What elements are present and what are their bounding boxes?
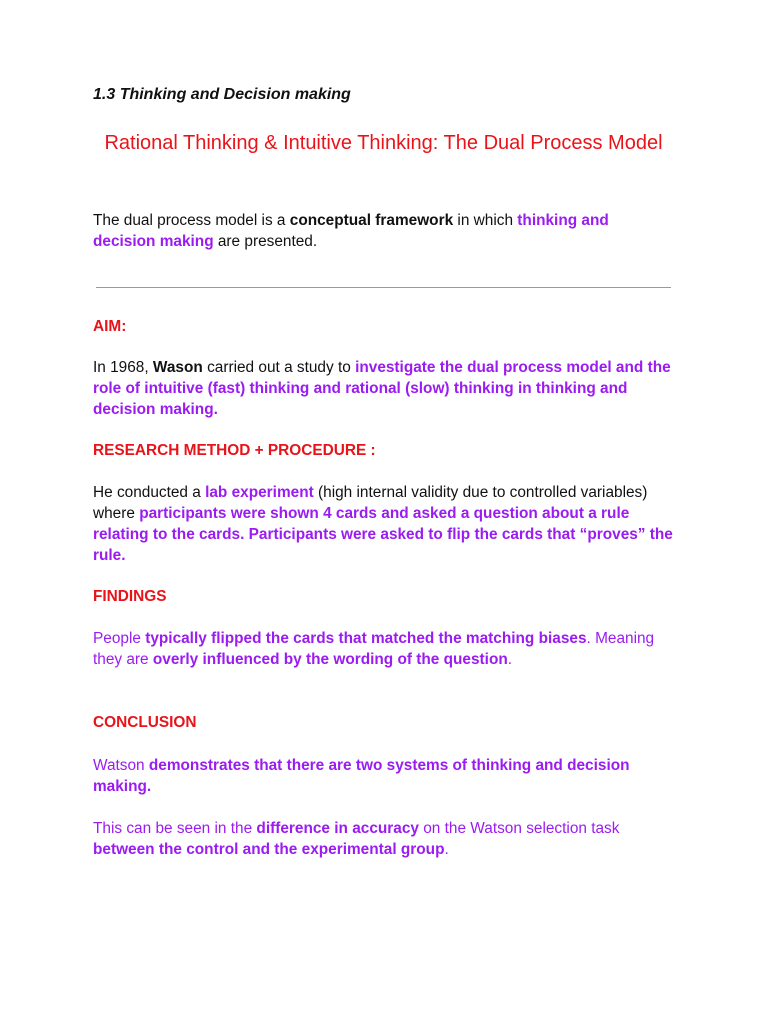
findings-paragraph [93,628,673,670]
aim-text-3: carried out a study to [202,359,356,376]
intro-text-2: conceptual framework [289,212,454,229]
conclusion-2-text-5: . [444,841,449,858]
conclusion-2-text-4: between the control and the experimental group [93,841,445,858]
findings-text-5: . [507,651,513,668]
conclusion-2-text-3: on the Watson selection task [418,820,620,837]
aim-heading: AIM: [93,318,127,335]
findings-text-4: overly influenced by the wording of the question [152,651,508,668]
method-text-4: participants were shown 4 cards and asked a question about a rule relating to the cards. Participants were asked to flip the cards that “proves” the rule. [93,505,673,564]
findings-text-2: typically flipped the cards that matched the matching biases [145,630,587,647]
horizontal-divider [96,287,671,288]
intro-paragraph [93,210,673,252]
conclusion-2-text-2: difference in accuracy [256,820,419,837]
section-heading: 1.3 Thinking and Decision making [93,86,351,103]
page-title: Rational Thinking & Intuitive Thinking: The Dual Process Model [104,132,663,154]
intro-text-5: are presented. [213,233,318,250]
aim-text-4: investigate the dual process model and the role of intuitive (fast) thinking and rational (slow) thinking in thinking and decision making. [93,359,671,418]
method-text-2: lab experiment [205,484,314,501]
method-heading: RESEARCH METHOD + PROCEDURE : [93,442,376,459]
aim-paragraph [93,357,673,420]
findings-heading: FINDINGS [93,588,167,605]
conclusion-1-text-1: Watson [93,757,149,774]
intro-text-4: thinking and decision making [93,212,609,250]
conclusion-paragraph-1 [93,755,673,797]
conclusion-2-text-1: This can be seen in the [93,820,257,837]
intro-text-1: The dual process model is a [93,212,290,229]
intro-text-3: in which [453,212,518,229]
aim-text-2: Wason [152,359,203,376]
conclusion-1-text-2: demonstrates that there are two systems of thinking and decision making. [93,757,630,795]
findings-text-1: People [93,630,146,647]
conclusion-heading: CONCLUSION [93,714,197,731]
aim-text-1: In 1968, [93,359,153,376]
method-paragraph [93,482,673,566]
method-text-1: He conducted a [93,484,206,501]
conclusion-paragraph-2 [93,818,673,860]
findings-text-3: . Meaning they are [93,630,655,668]
method-text-3: (high internal validity due to controlled variables) where [93,484,648,522]
